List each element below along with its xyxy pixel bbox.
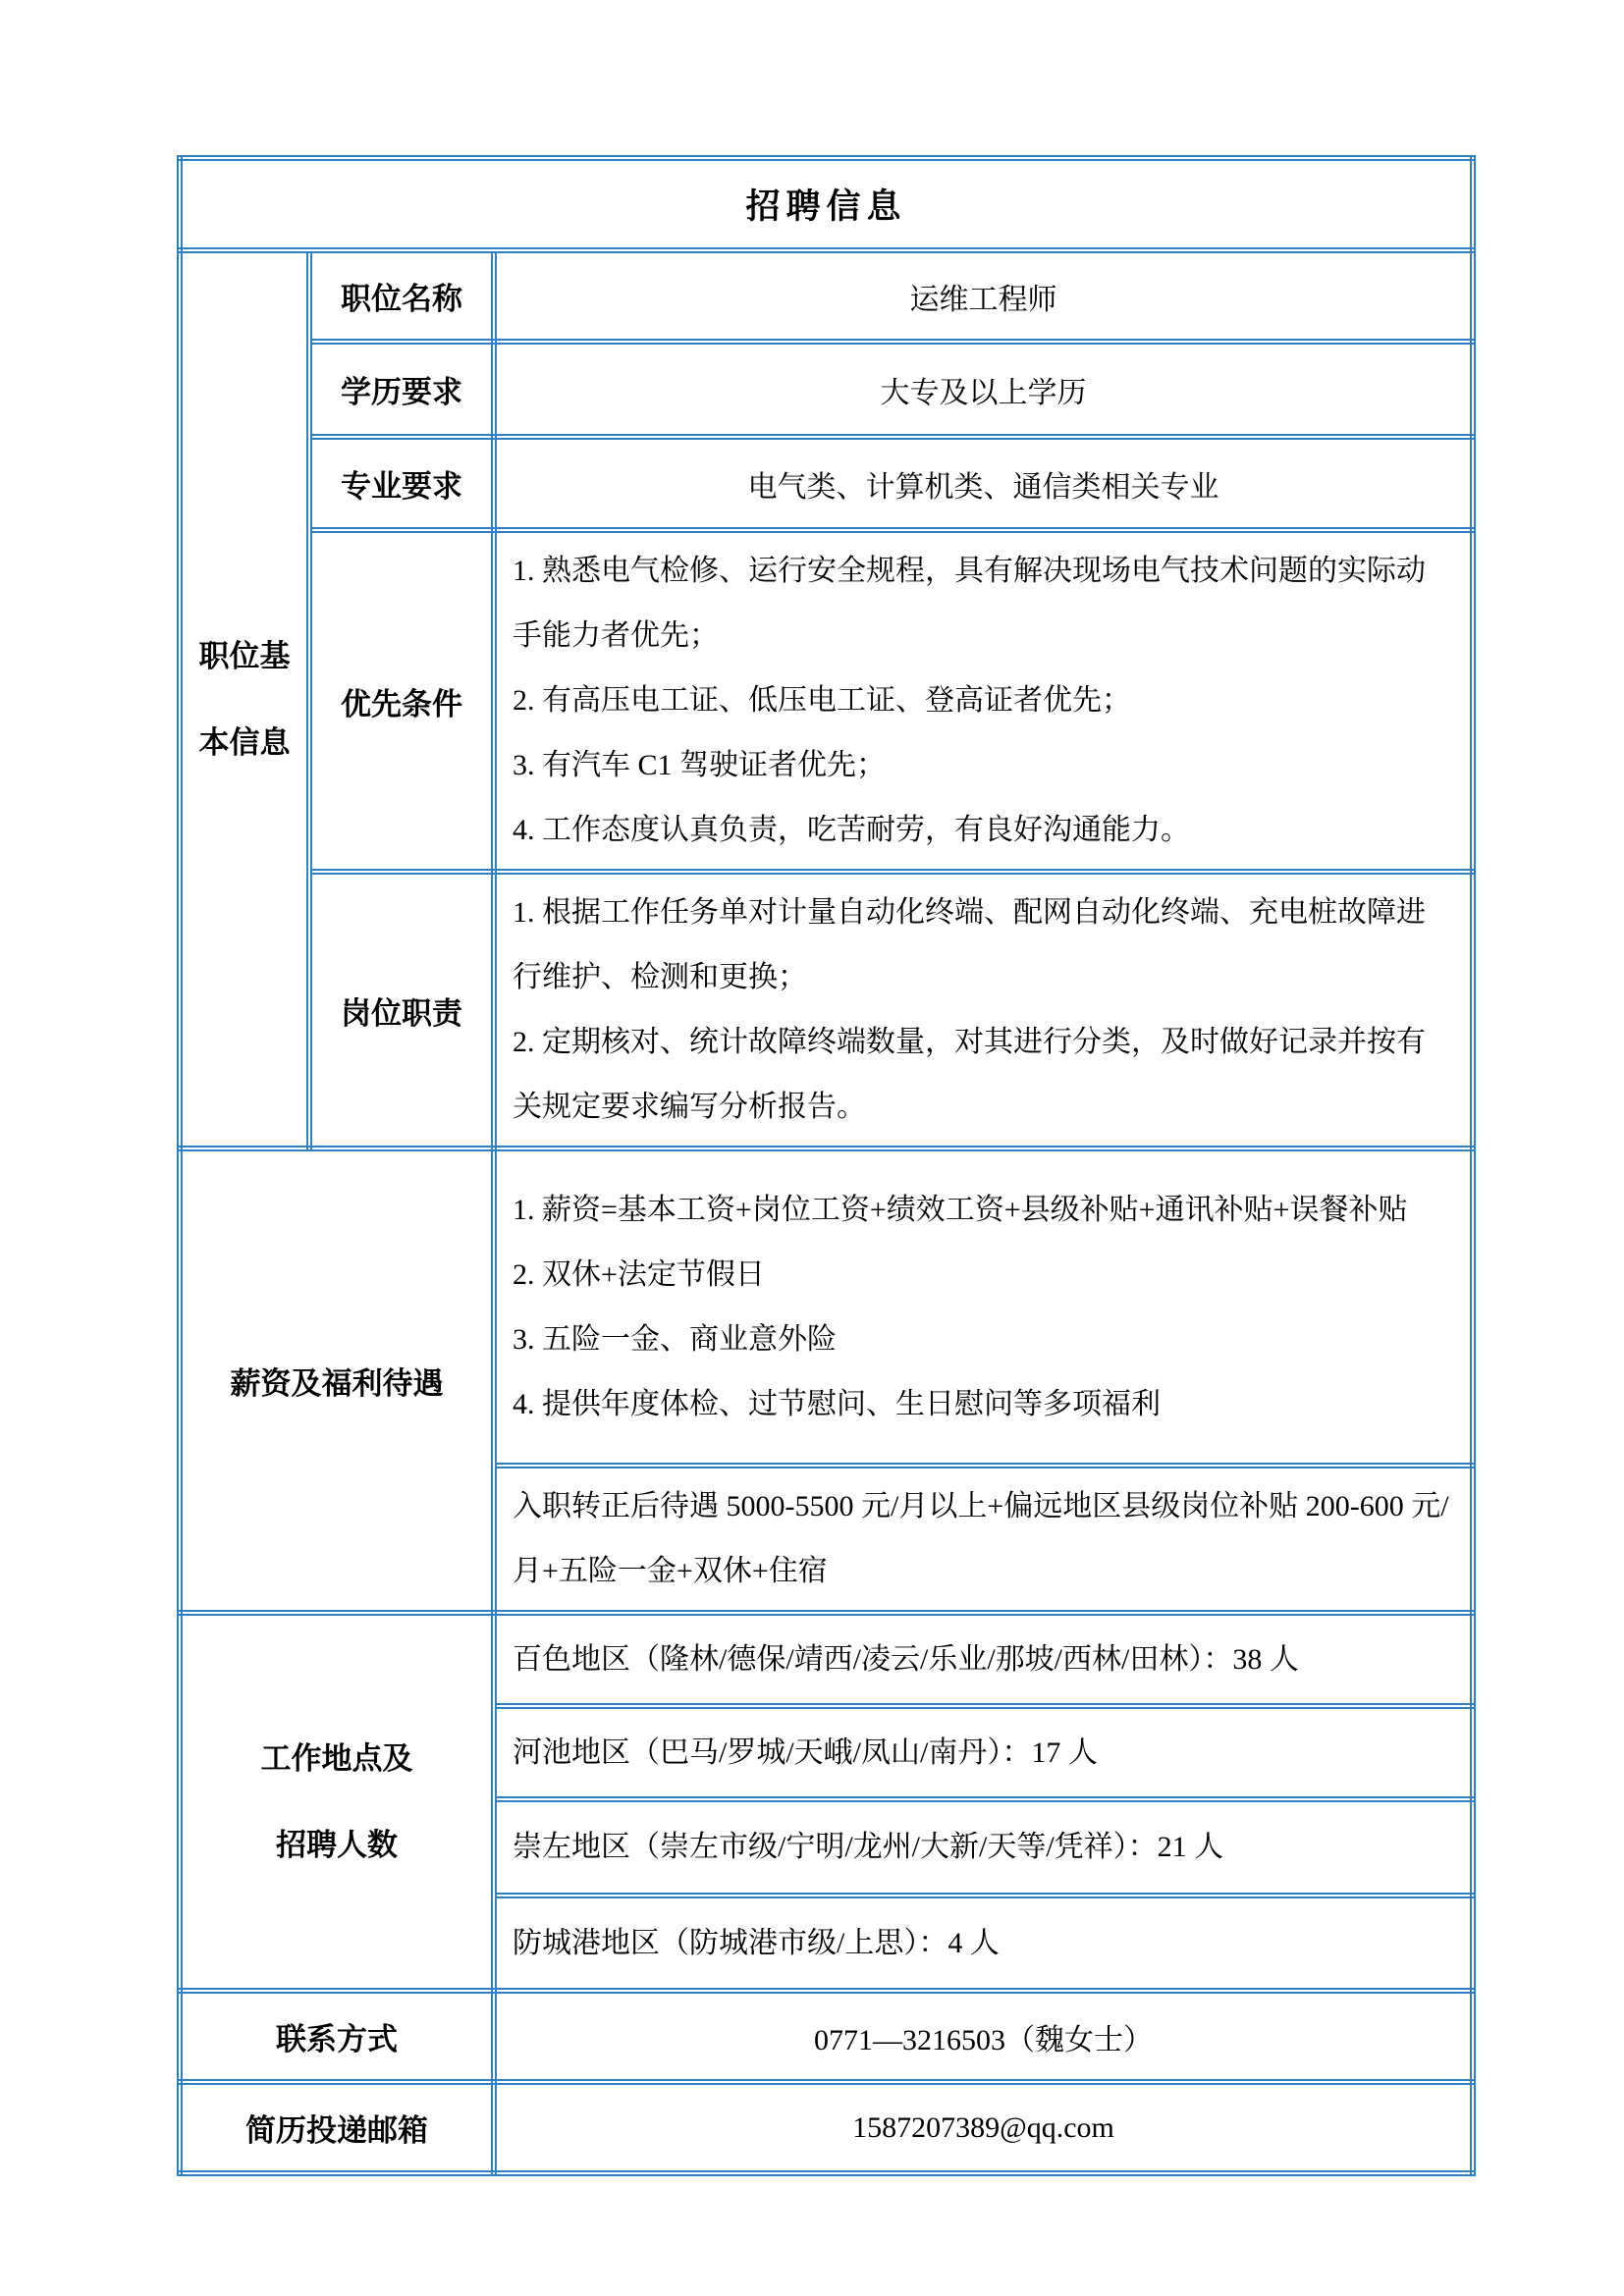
recruitment-table [177, 155, 1476, 2176]
duties-label: 岗位职责 [309, 872, 494, 1148]
email-value: 1587207389@qq.com [494, 2082, 1473, 2173]
table-row-title [180, 158, 1473, 250]
major-label: 专业要求 [309, 437, 494, 530]
table-row [180, 2082, 1473, 2173]
location-row-chongzuo: 崇左地区（崇左市级/宁明/龙州/大新/天等/凭祥）：21 人 [494, 1799, 1473, 1896]
page-title: 招聘信息 [180, 158, 1473, 250]
priority-label: 优先条件 [309, 530, 494, 872]
table-row [180, 342, 1473, 437]
location-row-baise: 百色地区（隆林/德保/靖西/凌云/乐业/那坡/西林/田林）：38 人 [494, 1613, 1473, 1706]
group-label-basic-info [180, 250, 309, 1148]
table-row [180, 1148, 1473, 1466]
location-row-hechi: 河池地区（巴马/罗城/天峨/凤山/南丹）：17 人 [494, 1706, 1473, 1799]
table-row [180, 530, 1473, 872]
table-row [180, 250, 1473, 342]
salary-item-3: 3. 五险一金、商业意外险 [513, 1322, 837, 1356]
education-label: 学历要求 [309, 342, 494, 437]
priority-item-1: 1. 熟悉电气检修、运行安全规程，具有解决现场电气技术问题的实际动手能力者优先； [513, 555, 1426, 652]
salary-item-2: 2. 双休+法定节假日 [513, 1257, 765, 1291]
priority-item-4: 4. 工作态度认真负责，吃苦耐劳，有良好沟通能力。 [513, 814, 1190, 846]
priority-content [494, 530, 1473, 872]
major-value: 电气类、计算机类、通信类相关专业 [494, 437, 1473, 530]
locations-label [180, 1613, 494, 1991]
position-name-value: 运维工程师 [494, 250, 1473, 342]
email-label: 简历投递邮箱 [180, 2082, 494, 2173]
duties-item-2: 2. 定期核对、统计故障终端数量，对其进行分类，及时做好记录并按有关规定要求编写分析报告。 [513, 1026, 1426, 1123]
position-name-label: 职位名称 [309, 250, 494, 342]
table-row [180, 1991, 1473, 2082]
group-label-line-2: 本信息 [198, 724, 291, 760]
salary-note: 入职转正后待遇 5000-5500 元/月以上+偏远地区县级岗位补贴 200-600 元/月+五险一金+双休+住宿 [494, 1466, 1473, 1613]
priority-item-2: 2. 有高压电工证、低压电工证、登高证者优先； [513, 684, 1131, 717]
salary-item-1: 1. 薪资=基本工资+岗位工资+绩效工资+县级补贴+通讯补贴+误餐补贴 [513, 1193, 1408, 1226]
salary-item-4: 4. 提供年度体检、过节慰问、生日慰问等多项福利 [513, 1387, 1161, 1420]
table-row [180, 872, 1473, 1148]
location-row-fangchenggang: 防城港地区（防城港市级/上思）：4 人 [494, 1896, 1473, 1991]
table-row [180, 1613, 1473, 1706]
group-label-line-1: 职位基 [198, 638, 291, 673]
education-value: 大专及以上学历 [494, 342, 1473, 437]
duties-item-1: 1. 根据工作任务单对计量自动化终端、配网自动化终端、充电桩故障进行维护、检测和更换； [513, 896, 1426, 993]
contact-label: 联系方式 [180, 1991, 494, 2082]
locations-label-line-2: 招聘人数 [276, 1827, 398, 1862]
duties-content [494, 872, 1473, 1148]
salary-content [494, 1148, 1473, 1466]
locations-label-line-1: 工作地点及 [260, 1740, 413, 1776]
priority-item-3: 3. 有汽车 C1 驾驶证者优先； [513, 749, 887, 781]
table-row [180, 437, 1473, 530]
salary-label: 薪资及福利待遇 [180, 1148, 494, 1613]
contact-value: 0771—3216503（魏女士） [494, 1991, 1473, 2082]
